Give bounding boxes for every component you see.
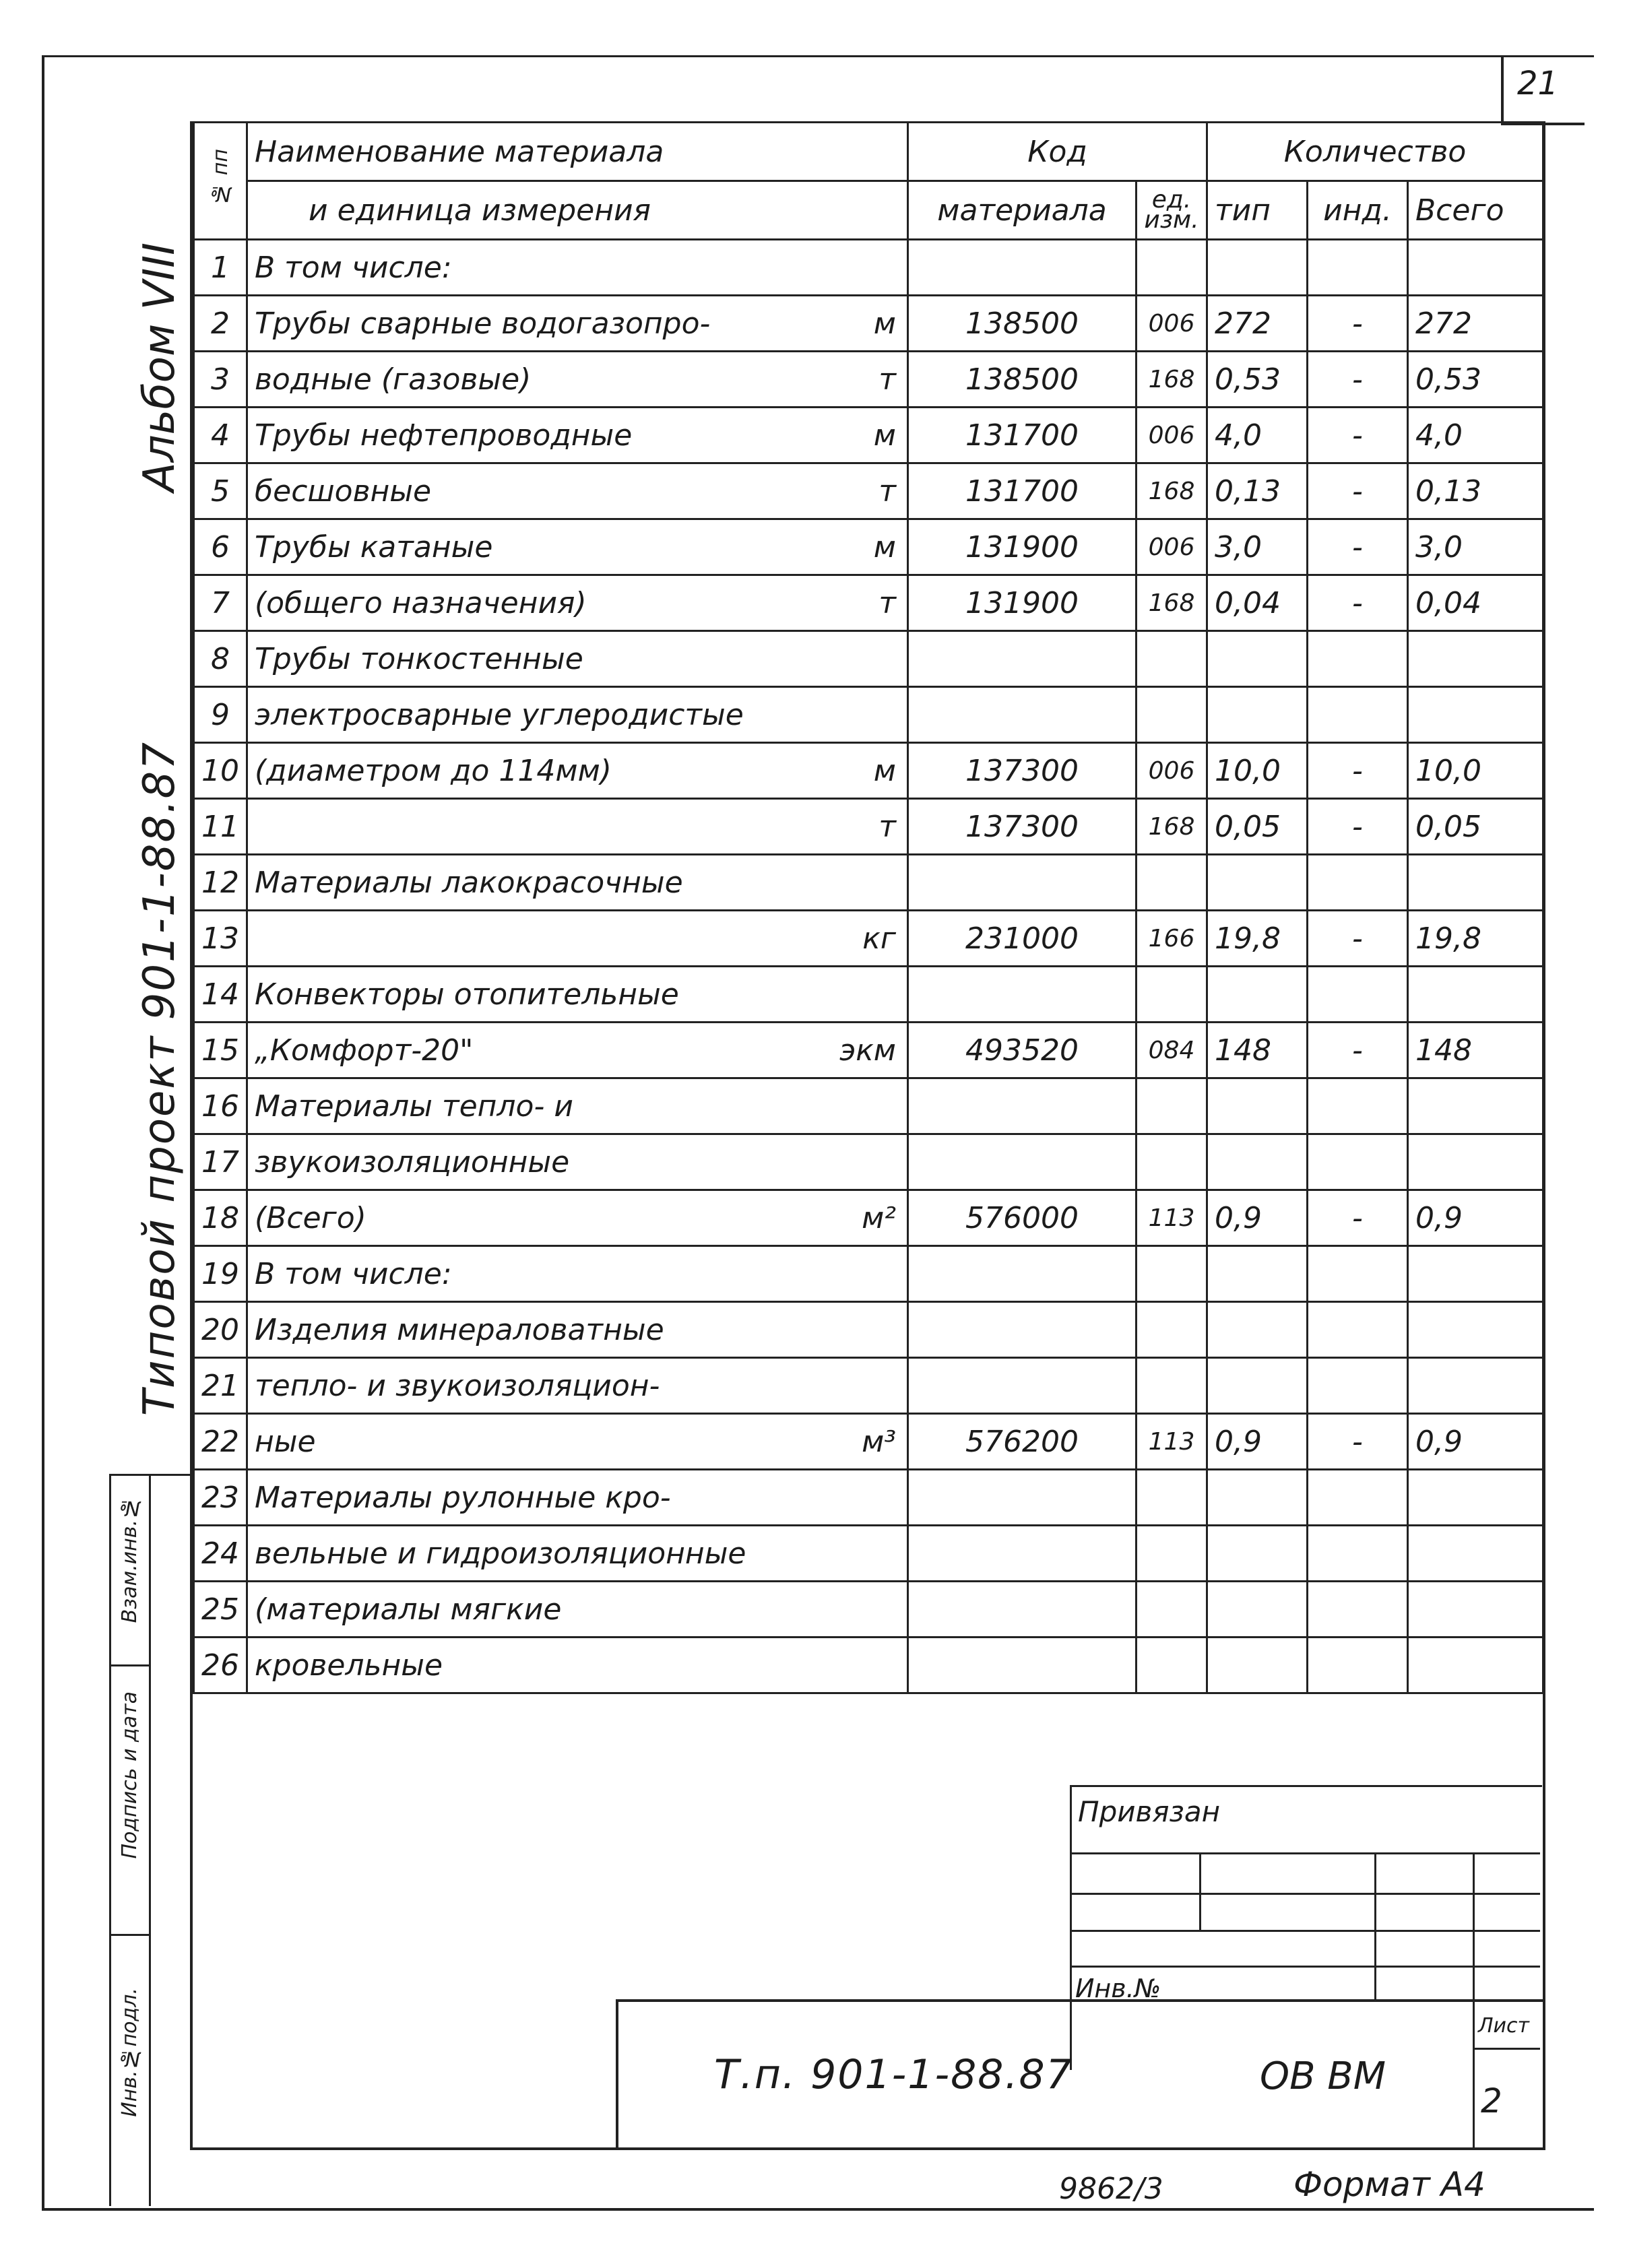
row-unit-code: 168 <box>1137 575 1207 631</box>
row-unit-code <box>1137 1246 1207 1302</box>
row-number: 5 <box>194 463 247 519</box>
row-unit-code <box>1137 1358 1207 1414</box>
row-name: электросварные углеродистые <box>255 697 744 732</box>
row-qty-tip <box>1207 1246 1308 1302</box>
table-row <box>194 967 1543 1023</box>
row-qty-total: 0,9 <box>1408 1190 1543 1246</box>
row-code: 131900 <box>908 519 1137 575</box>
row-name-cell <box>247 1358 908 1414</box>
row-qty-tip <box>1207 855 1308 911</box>
row-unit-code <box>1137 1470 1207 1526</box>
row-qty-tip <box>1207 1526 1308 1582</box>
row-unit-code: 168 <box>1137 352 1207 408</box>
row-name: В том числе: <box>255 250 452 285</box>
header-num: № пп <box>194 123 247 240</box>
row-qty-total: 148 <box>1408 1023 1543 1078</box>
table-row <box>194 463 1543 519</box>
row-code: 576000 <box>908 1190 1137 1246</box>
row-qty-tip: 0,13 <box>1207 463 1308 519</box>
row-code <box>908 967 1137 1023</box>
row-code: 138500 <box>908 296 1137 352</box>
row-unit-code: 084 <box>1137 1023 1207 1078</box>
table-row <box>194 1190 1543 1246</box>
row-name: (диаметром до 114мм) <box>255 753 612 788</box>
row-qty-ind <box>1308 855 1408 911</box>
row-name: (материалы мягкие <box>255 1592 562 1627</box>
row-qty-total <box>1408 1582 1543 1638</box>
row-name: (Всего) <box>255 1200 366 1235</box>
table-row <box>194 1302 1543 1358</box>
header-code-unit: ед. изм. <box>1137 181 1207 240</box>
row-qty-tip <box>1207 1582 1308 1638</box>
row-uom: м <box>873 418 896 453</box>
row-unit-code: 113 <box>1137 1414 1207 1470</box>
table-row <box>194 1246 1543 1302</box>
row-name: Изделия минераловатные <box>255 1312 664 1347</box>
table-row <box>194 296 1543 352</box>
row-number: 21 <box>194 1358 247 1414</box>
row-qty-ind: - <box>1308 296 1408 352</box>
row-code <box>908 1582 1137 1638</box>
row-unit-code <box>1137 967 1207 1023</box>
table-row <box>194 911 1543 967</box>
row-qty-ind <box>1308 240 1408 296</box>
row-code: 231000 <box>908 911 1137 967</box>
header-qty-group: Количество <box>1207 123 1543 181</box>
table-row <box>194 575 1543 631</box>
table-row <box>194 1470 1543 1526</box>
header-name-line2: и единица измерения <box>247 181 908 240</box>
row-qty-tip: 148 <box>1207 1023 1308 1078</box>
row-number: 11 <box>194 799 247 855</box>
row-code <box>908 1526 1137 1582</box>
sheet-label: Лист <box>1478 2014 1530 2038</box>
row-qty-tip: 0,04 <box>1207 575 1308 631</box>
row-unit-code <box>1137 1638 1207 1693</box>
row-name: Материалы рулонные кро- <box>255 1480 671 1515</box>
row-unit-code: 006 <box>1137 743 1207 799</box>
row-name-cell <box>247 296 908 352</box>
row-code <box>908 1358 1137 1414</box>
header-code-group: Код <box>908 123 1207 181</box>
row-name: (общего назначения) <box>255 585 587 620</box>
table-row <box>194 631 1543 687</box>
row-name: кровельные <box>255 1648 443 1683</box>
row-code: 131900 <box>908 575 1137 631</box>
row-number: 26 <box>194 1638 247 1693</box>
row-name-cell <box>247 1246 908 1302</box>
table-row <box>194 408 1543 463</box>
table-row <box>194 352 1543 408</box>
row-unit-code <box>1137 1302 1207 1358</box>
row-qty-total: 3,0 <box>1408 519 1543 575</box>
table-row <box>194 519 1543 575</box>
row-qty-total: 0,13 <box>1408 463 1543 519</box>
row-qty-ind: - <box>1308 743 1408 799</box>
stamp-cell-inv-replace: Взам.инв.№ <box>111 1476 149 1666</box>
row-code <box>908 687 1137 743</box>
row-unit-code <box>1137 687 1207 743</box>
row-name-cell <box>247 743 908 799</box>
row-unit-code <box>1137 855 1207 911</box>
row-qty-ind <box>1308 1358 1408 1414</box>
row-name-cell <box>247 463 908 519</box>
row-name: Трубы нефтепроводные <box>255 418 633 453</box>
row-qty-ind <box>1308 1526 1408 1582</box>
row-qty-ind <box>1308 1246 1408 1302</box>
row-name-cell <box>247 1302 908 1358</box>
row-qty-ind: - <box>1308 352 1408 408</box>
row-name-cell <box>247 631 908 687</box>
row-qty-tip <box>1207 1302 1308 1358</box>
row-number: 10 <box>194 743 247 799</box>
row-name: Материалы тепло- и <box>255 1089 573 1124</box>
row-code: 138500 <box>908 352 1137 408</box>
row-name-cell <box>247 1414 908 1470</box>
row-number: 18 <box>194 1190 247 1246</box>
row-uom: м² <box>862 1200 896 1235</box>
row-code <box>908 855 1137 911</box>
table-row <box>194 1414 1543 1470</box>
row-qty-ind: - <box>1308 463 1408 519</box>
row-qty-tip: 272 <box>1207 296 1308 352</box>
row-qty-tip <box>1207 1470 1308 1526</box>
row-qty-total: 0,05 <box>1408 799 1543 855</box>
row-number: 12 <box>194 855 247 911</box>
row-qty-ind <box>1308 1582 1408 1638</box>
footer-format: Формат А4 <box>1293 2165 1485 2204</box>
table-row <box>194 1134 1543 1190</box>
row-number: 13 <box>194 911 247 967</box>
row-unit-code: 006 <box>1137 296 1207 352</box>
row-name: тепло- и звукоизоляцион- <box>255 1368 660 1403</box>
row-uom: м <box>873 753 896 788</box>
row-name-cell <box>247 240 908 296</box>
row-qty-tip: 10,0 <box>1207 743 1308 799</box>
row-code <box>908 631 1137 687</box>
row-name-cell <box>247 1638 908 1693</box>
row-code: 493520 <box>908 1023 1137 1078</box>
row-name: водные (газовые) <box>255 362 532 397</box>
row-qty-tip <box>1207 1078 1308 1134</box>
row-name: „Комфорт-20" <box>255 1033 474 1068</box>
row-qty-ind: - <box>1308 1414 1408 1470</box>
row-code <box>908 1638 1137 1693</box>
row-qty-total <box>1408 1470 1543 1526</box>
table-row <box>194 1526 1543 1582</box>
row-number: 20 <box>194 1302 247 1358</box>
row-name-cell <box>247 1078 908 1134</box>
row-code <box>908 1302 1137 1358</box>
table-row <box>194 1582 1543 1638</box>
row-qty-ind <box>1308 1638 1408 1693</box>
row-number: 16 <box>194 1078 247 1134</box>
row-qty-tip: 3,0 <box>1207 519 1308 575</box>
row-name-cell <box>247 799 908 855</box>
row-name-cell <box>247 1023 908 1078</box>
table-row <box>194 743 1543 799</box>
row-code <box>908 1134 1137 1190</box>
row-number: 6 <box>194 519 247 575</box>
row-name-cell <box>247 687 908 743</box>
row-name: вельные и гидроизоляционные <box>255 1536 746 1571</box>
row-qty-total <box>1408 1134 1543 1190</box>
row-code <box>908 1470 1137 1526</box>
row-name-cell <box>247 1582 908 1638</box>
row-unit-code: 006 <box>1137 519 1207 575</box>
row-number: 3 <box>194 352 247 408</box>
row-qty-tip <box>1207 1638 1308 1693</box>
row-qty-total <box>1408 1078 1543 1134</box>
row-unit-code: 168 <box>1137 463 1207 519</box>
table-row <box>194 855 1543 911</box>
row-number: 4 <box>194 408 247 463</box>
row-qty-ind <box>1308 1078 1408 1134</box>
row-number: 23 <box>194 1470 247 1526</box>
row-qty-ind <box>1308 1470 1408 1526</box>
row-qty-ind <box>1308 967 1408 1023</box>
row-unit-code <box>1137 1134 1207 1190</box>
row-code: 137300 <box>908 743 1137 799</box>
row-qty-total <box>1408 1526 1543 1582</box>
row-name: ные <box>255 1424 316 1459</box>
table-row <box>194 799 1543 855</box>
row-unit-code <box>1137 631 1207 687</box>
row-qty-total <box>1408 631 1543 687</box>
row-name-cell <box>247 352 908 408</box>
header-row-1 <box>194 123 1543 181</box>
sheet-value: 2 <box>1481 2081 1502 2120</box>
row-name: Трубы сварные водогазопро- <box>255 306 711 341</box>
row-name-cell <box>247 855 908 911</box>
row-name-cell <box>247 1134 908 1190</box>
row-name: Трубы катаные <box>255 529 493 564</box>
row-number: 7 <box>194 575 247 631</box>
row-qty-tip: 0,53 <box>1207 352 1308 408</box>
row-name-cell <box>247 1470 908 1526</box>
row-number: 17 <box>194 1134 247 1190</box>
row-uom: т <box>878 585 896 620</box>
table-row <box>194 1078 1543 1134</box>
stamp-cell-inv-orig: Инв.№подл. <box>118 1988 141 2117</box>
row-uom: кг <box>862 921 896 956</box>
row-uom: т <box>878 474 896 509</box>
row-qty-ind <box>1308 631 1408 687</box>
row-number: 2 <box>194 296 247 352</box>
row-number: 25 <box>194 1582 247 1638</box>
row-qty-total: 4,0 <box>1408 408 1543 463</box>
row-qty-tip <box>1207 240 1308 296</box>
row-number: 22 <box>194 1414 247 1470</box>
row-qty-total <box>1408 240 1543 296</box>
row-code <box>908 1246 1137 1302</box>
row-qty-tip <box>1207 631 1308 687</box>
row-unit-code <box>1137 1582 1207 1638</box>
row-uom: м <box>873 529 896 564</box>
row-qty-total <box>1408 687 1543 743</box>
row-qty-ind: - <box>1308 911 1408 967</box>
row-name-cell <box>247 1190 908 1246</box>
row-qty-ind <box>1308 687 1408 743</box>
row-number: 15 <box>194 1023 247 1078</box>
row-qty-tip: 4,0 <box>1207 408 1308 463</box>
row-qty-total <box>1408 855 1543 911</box>
row-number: 8 <box>194 631 247 687</box>
row-qty-total <box>1408 967 1543 1023</box>
row-qty-total: 0,04 <box>1408 575 1543 631</box>
row-number: 19 <box>194 1246 247 1302</box>
row-qty-tip: 0,9 <box>1207 1190 1308 1246</box>
row-name-cell <box>247 408 908 463</box>
row-name-cell <box>247 911 908 967</box>
row-uom: м³ <box>862 1424 896 1459</box>
row-qty-ind: - <box>1308 1190 1408 1246</box>
inventory-label: Инв.№ <box>1075 1974 1161 2003</box>
row-number: 9 <box>194 687 247 743</box>
row-unit-code: 166 <box>1137 911 1207 967</box>
row-name-cell <box>247 1526 908 1582</box>
row-qty-ind: - <box>1308 575 1408 631</box>
row-qty-tip <box>1207 1134 1308 1190</box>
row-code <box>908 240 1137 296</box>
row-name-cell <box>247 967 908 1023</box>
row-name: Конвекторы отопительные <box>255 977 679 1012</box>
header-name-line1: Наименование материала <box>247 123 908 181</box>
row-qty-total <box>1408 1302 1543 1358</box>
row-qty-tip: 0,05 <box>1207 799 1308 855</box>
table-row <box>194 1358 1543 1414</box>
row-qty-ind: - <box>1308 799 1408 855</box>
row-qty-ind: - <box>1308 408 1408 463</box>
row-name-cell <box>247 575 908 631</box>
row-qty-tip: 0,9 <box>1207 1414 1308 1470</box>
row-code: 131700 <box>908 408 1137 463</box>
document-code: Т.п. 901-1-88.87 <box>714 2051 1073 2098</box>
header-qty-ind: инд. <box>1308 181 1408 240</box>
row-qty-total: 272 <box>1408 296 1543 352</box>
row-qty-total: 0,9 <box>1408 1414 1543 1470</box>
row-name: бесшовные <box>255 474 432 509</box>
table-row <box>194 240 1543 296</box>
row-code: 576200 <box>908 1414 1137 1470</box>
row-unit-code: 168 <box>1137 799 1207 855</box>
materials-table <box>193 121 1544 1694</box>
album-label: Альбом VIII <box>135 242 185 492</box>
table-row <box>194 1023 1543 1078</box>
stamp-cell-sign-date: Подпись и дата <box>111 1664 149 1936</box>
row-qty-ind: - <box>1308 1023 1408 1078</box>
sheet-number: 21 <box>1517 65 1559 102</box>
footer-number: 9862/3 <box>1059 2172 1163 2206</box>
row-code: 137300 <box>908 799 1137 855</box>
table-row <box>194 687 1543 743</box>
row-qty-total: 19,8 <box>1408 911 1543 967</box>
row-name-cell <box>247 519 908 575</box>
row-name: звукоизоляционные <box>255 1144 570 1179</box>
row-uom: экм <box>839 1033 896 1068</box>
row-qty-total <box>1408 1358 1543 1414</box>
document-mark: ОВ ВМ <box>1260 2054 1386 2098</box>
row-name: Материалы лакокрасочные <box>255 865 683 900</box>
row-qty-total: 0,53 <box>1408 352 1543 408</box>
row-code: 131700 <box>908 463 1137 519</box>
header-row-2 <box>194 181 1543 240</box>
row-name: Трубы тонкостенные <box>255 641 583 676</box>
row-number: 1 <box>194 240 247 296</box>
table-row <box>194 1638 1543 1693</box>
header-code-material: материала <box>908 181 1137 240</box>
row-qty-total <box>1408 1638 1543 1693</box>
row-qty-tip <box>1207 1358 1308 1414</box>
row-uom: т <box>878 362 896 397</box>
row-qty-ind <box>1308 1302 1408 1358</box>
header-qty-total: Всего <box>1408 181 1543 240</box>
row-uom: м <box>873 306 896 341</box>
row-qty-tip <box>1207 967 1308 1023</box>
row-qty-ind <box>1308 1134 1408 1190</box>
row-number: 14 <box>194 967 247 1023</box>
row-unit-code <box>1137 1078 1207 1134</box>
row-name: В том числе: <box>255 1256 452 1291</box>
project-label: Типовой проект 901-1-88.87 <box>135 741 185 1417</box>
row-uom: т <box>878 809 896 844</box>
row-qty-total <box>1408 1246 1543 1302</box>
header-qty-tip: тип <box>1207 181 1308 240</box>
row-qty-tip <box>1207 687 1308 743</box>
row-unit-code: 006 <box>1137 408 1207 463</box>
row-unit-code <box>1137 240 1207 296</box>
row-unit-code <box>1137 1526 1207 1582</box>
row-qty-ind: - <box>1308 519 1408 575</box>
row-unit-code: 113 <box>1137 1190 1207 1246</box>
binding-label: Привязан <box>1078 1795 1221 1828</box>
row-qty-tip: 19,8 <box>1207 911 1308 967</box>
row-code <box>908 1078 1137 1134</box>
approval-stamp-strip <box>109 1474 192 2206</box>
row-qty-total: 10,0 <box>1408 743 1543 799</box>
row-number: 24 <box>194 1526 247 1582</box>
